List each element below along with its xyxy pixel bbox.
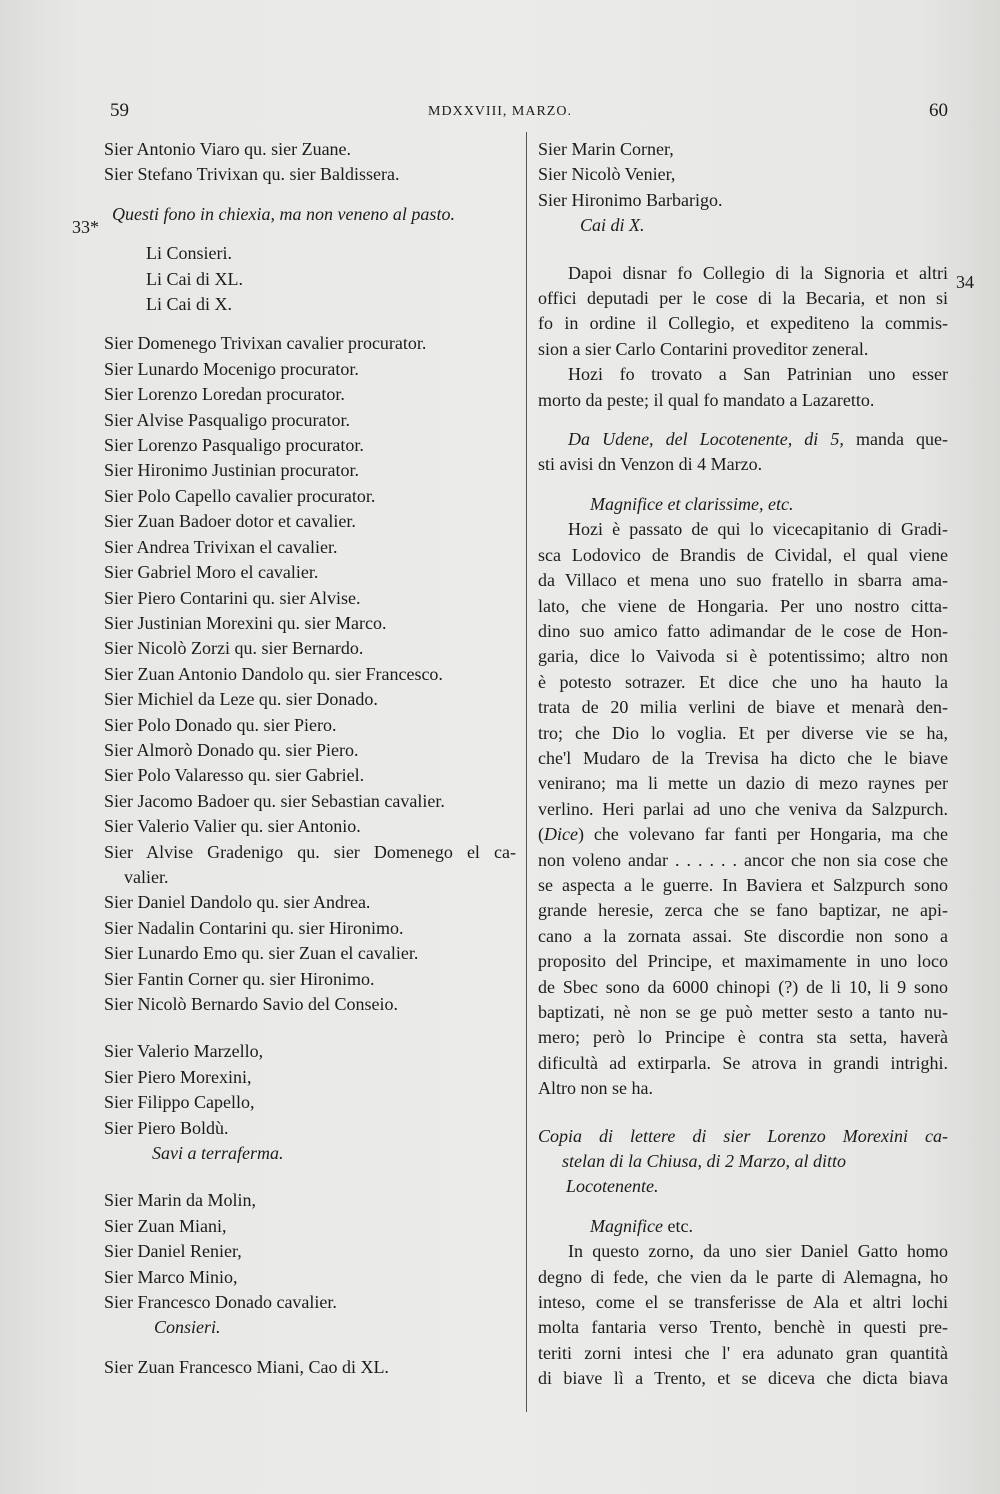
text-line: Dapoi disnar fo Collegio di la Signoria et altri — [568, 262, 948, 283]
right-column — [538, 137, 948, 1392]
text-line — [538, 427, 948, 452]
name-line: Sier Zuan Antonio Dandolo qu. sier Francesco. — [104, 663, 443, 684]
name-line: Sier Marin da Molin, — [104, 1190, 256, 1211]
name-line: Sier Lorenzo Loredan procurator. — [104, 384, 345, 405]
text-line: verlino. Heri parlai ad uno che veniva da Salzpurch. — [538, 798, 948, 819]
page-number-left: 59 — [110, 100, 129, 121]
column-divider — [526, 132, 527, 1412]
group-label: Consieri. — [154, 1317, 221, 1338]
copy-heading: Locotenente. — [566, 1176, 659, 1197]
name-line: Sier Gabriel Moro el cavalier. — [104, 562, 319, 583]
text-line: fo in ordine il Collegio, et expediteno la commis- — [538, 313, 948, 334]
margin-number-right: 34 — [956, 272, 974, 292]
name-line: Sier Nicolò Zorzi qu. sier Bernardo. — [104, 638, 364, 659]
text-line: se aspecta a le guerre. In Baviera et Salzpurch sono — [538, 874, 948, 895]
name-line: Sier Piero Contarini qu. sier Alvise. — [104, 587, 361, 608]
text-line: de Sbec sono da 6000 chinopi (?) de li 10, li 9 sono — [538, 976, 948, 997]
text-line: che'l Mudaro de la Trevisa ha dicto che le biave — [538, 747, 948, 768]
text-line: offici deputadi per le cose di la Becaria, et non si — [538, 288, 948, 309]
name-line: Sier Michiel da Leze qu. sier Donado. — [104, 689, 378, 710]
text-line: sion a sier Carlo Contarini proveditor zeneral. — [538, 338, 869, 359]
name-line: Sier Filippo Capello, — [104, 1092, 255, 1113]
udene-rest: manda que- — [843, 429, 949, 450]
dice-rest: ) che volevano far fanti per Hongaria, ma che — [577, 824, 948, 845]
group-label: Savi a terraferma. — [152, 1143, 284, 1164]
running-title: MDXXVIII, MARZO. — [428, 104, 572, 119]
text-line: di biave lì a Trento, et se diceva che dicta biava — [538, 1368, 948, 1389]
name-line: Sier Zuan Miani, — [104, 1215, 227, 1236]
name-line: Sier Hironimo Justinian procurator. — [104, 460, 359, 481]
name-line: Sier Polo Capello cavalier procurator. — [104, 485, 376, 506]
name-line: valier. — [124, 866, 169, 887]
text-line: molta fantaria verso Trento, benchè in questi pre- — [538, 1317, 948, 1338]
text-line: dificultà ad extirparla. Se atrova in grandi intrighi. — [538, 1052, 948, 1073]
name-line: Sier Nicolò Venier, — [538, 164, 676, 185]
name-line: Sier Alvise Gradenigo qu. sier Domenego el ca- — [104, 841, 516, 862]
name-line: Sier Almorò Donado qu. sier Piero. — [104, 739, 359, 760]
page-number-right: 60 — [929, 100, 948, 121]
text-line: da Villaco et mena uno suo fratello in sbarra ama- — [538, 570, 948, 591]
text-line: Altro non se ha. — [538, 1078, 653, 1099]
name-line: Sier Piero Morexini, — [104, 1066, 252, 1087]
text-line: Sier Stefano Trivixan qu. sier Baldissera. — [104, 164, 400, 185]
magnifice-rest: etc. — [662, 1215, 693, 1236]
text-line: garia, dice lo Vaivoda si è potentissimo; altro non — [538, 646, 948, 667]
group-label: Li Cai di XL. — [146, 268, 243, 289]
name-line: Sier Lorenzo Pasqualigo procurator. — [104, 435, 364, 456]
text-line: è potesto sotrazer. Et dice che uno ha hauto la — [538, 671, 948, 692]
name-line: Sier Polo Valaresso qu. sier Gabriel. — [104, 765, 365, 786]
name-line: Sier Lunardo Mocenigo procurator. — [104, 358, 359, 379]
name-line: Sier Fantin Corner qu. sier Hironimo. — [104, 968, 375, 989]
text-line: proposito del Principe, et maximamente in uno loco — [538, 951, 948, 972]
text-line: (Dice) che volevano far fanti per Hongaria, ma che — [538, 824, 948, 845]
text-line: dino suo amico fatto adimandar de le cose de Hon- — [538, 620, 948, 641]
text-line: venirano; ma li mette un dazio di mezo raynes per — [538, 773, 948, 794]
text-line: tro; che Dio lo voglia. Et per diverse vie se ha, — [538, 722, 948, 743]
name-line: Sier Jacomo Badoer qu. sier Sebastian cavalier. — [104, 790, 445, 811]
name-line: Sier Piero Boldù. — [104, 1117, 229, 1138]
letter-salutation: Magnifice et clarissime, etc. — [590, 493, 794, 514]
name-line: Sier Daniel Renier, — [104, 1241, 242, 1262]
text-line: teriti zorni intesi che l' era adunato gran quantità — [538, 1342, 948, 1363]
name-line: Sier Nicolò Bernardo Savio del Conseio. — [104, 994, 398, 1014]
magnifice-italic: Magnifice — [590, 1215, 663, 1236]
section-heading: Questi fono in chiexia, ma non veneno al pasto. — [112, 203, 455, 224]
name-line: Sier Nadalin Contarini qu. sier Hironimo. — [104, 917, 404, 938]
text-line: inteso, come el se transferisse de Ala et altri lochi — [538, 1292, 948, 1313]
udene-italic: Da Udene, del Locotenente, di 5, — [568, 429, 844, 450]
letter-salutation — [538, 1214, 948, 1239]
text-line: sti avisi dn Venzon di 4 Marzo. — [538, 454, 763, 475]
text-line: baptizati, nè non se ge può metter sesto a tanto nu- — [538, 1002, 948, 1022]
name-line: Sier Domenego Trivixan cavalier procurator. — [104, 333, 427, 354]
page-header — [0, 100, 1000, 130]
name-line: Sier Marin Corner, — [538, 139, 674, 159]
copy-heading: stelan di la Chiusa, di 2 Marzo, al ditto — [562, 1151, 847, 1172]
name-line: Sier Justinian Morexini qu. sier Marco. — [104, 612, 387, 633]
text-line: morto da peste; il qual fo mandato a Lazaretto. — [538, 389, 875, 410]
name-line: Sier Zuan Francesco Miani, Cao di XL. — [104, 1356, 389, 1377]
name-line: Sier Andrea Trivixan el cavalier. — [104, 536, 338, 557]
margin-number-left: 33* — [72, 217, 99, 237]
name-line: Sier Valerio Marzello, — [104, 1041, 264, 1062]
group-label: Cai di X. — [580, 215, 645, 236]
name-line: Sier Hironimo Barbarigo. — [538, 189, 723, 210]
text-line: grande heresie, zerca che se fano baptizar, ne api- — [538, 900, 948, 921]
dice-italic: Dice — [544, 824, 578, 845]
copy-heading: Copia di lettere di sier Lorenzo Morexini ca- — [538, 1125, 948, 1146]
group-label: Li Consieri. — [146, 243, 232, 264]
text-line: sca Lodovico de Brandis de Cividal, el qual viene — [538, 544, 948, 565]
text-line: mero; però lo Principe è contra sta setta, haverà — [538, 1027, 948, 1048]
group-label: Li Cai di X. — [146, 294, 232, 315]
name-line: Sier Daniel Dandolo qu. sier Andrea. — [104, 892, 371, 913]
text-line: In questo zorno, da uno sier Daniel Gatto homo — [568, 1241, 948, 1262]
text-line: trata de 20 milia verlini de biave et menarà den- — [538, 697, 948, 718]
text-line: Sier Antonio Viaro qu. sier Zuane. — [104, 139, 352, 159]
name-line: Sier Alvise Pasqualigo procurator. — [104, 409, 350, 430]
text-line: Hozi è passato de qui lo vicecapitanio di Gradi- — [568, 519, 948, 540]
text-line: Hozi fo trovato a San Patrinian uno esser — [568, 364, 948, 385]
text-line: lato, che viene de Hongaria. Per uno nostro citta- — [538, 595, 948, 616]
name-line: Sier Zuan Badoer dotor et cavalier. — [104, 511, 356, 532]
text-line: degno di fede, che vien da le parte di Alemagna, ho — [538, 1266, 948, 1287]
name-line: Sier Lunardo Emo qu. sier Zuan el cavalier. — [104, 943, 419, 964]
text-line: cano a la zornata assai. Ste discordie non sono a — [538, 925, 948, 946]
name-line: Sier Marco Minio, — [104, 1266, 238, 1287]
name-line: Sier Polo Donado qu. sier Piero. — [104, 714, 337, 735]
text-line: non voleno andar . . . . . . ancor che non sia cose che — [538, 849, 948, 870]
name-line: Sier Francesco Donado cavalier. — [104, 1292, 337, 1313]
name-line: Sier Valerio Valier qu. sier Antonio. — [104, 816, 361, 837]
left-column — [104, 137, 516, 1380]
